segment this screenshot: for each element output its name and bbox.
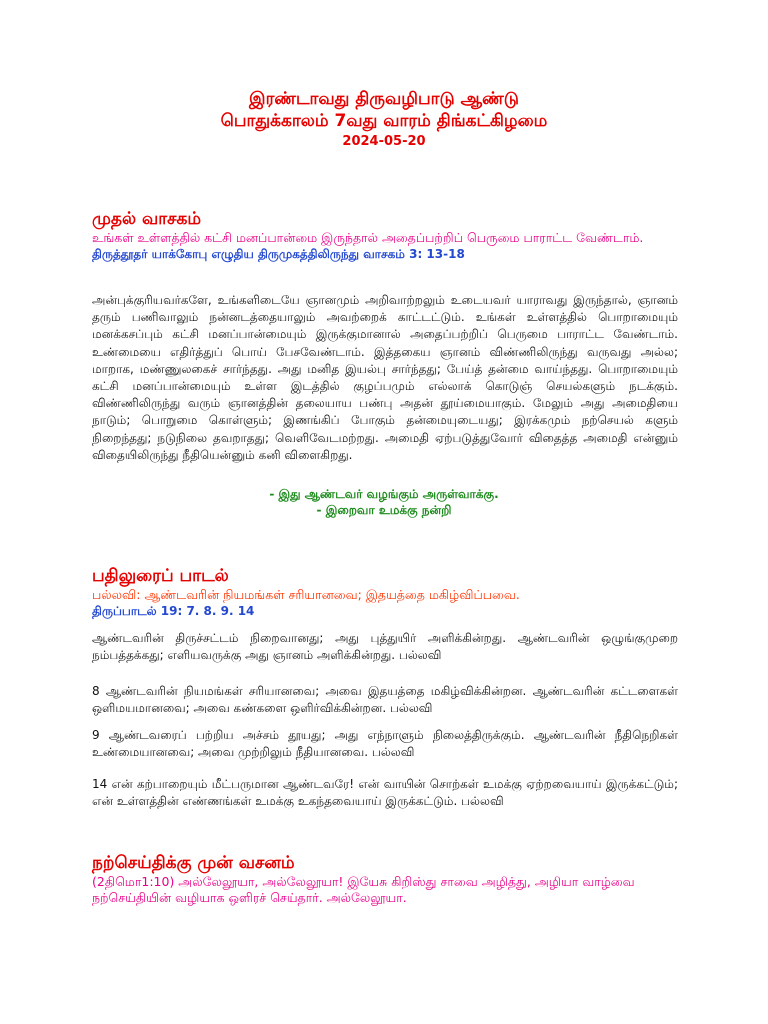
- psalm-verse-1: [92, 630, 678, 664]
- gospel-acclamation-title: நற்செய்திக்கு முன் வசனம்: [92, 853, 295, 873]
- reading-response: - இறைவா உமக்கு நன்றி: [316, 503, 452, 517]
- psalm-refrain: பல்லவி: ஆண்டவரின் நியமங்கள் சரியானவை; இதயத்தை மகிழ்விப்பவை.: [92, 587, 520, 602]
- psalm-verse-3: [92, 727, 678, 761]
- psalm-heading: [92, 565, 678, 620]
- reading-acclamation: - இது ஆண்டவர் வழங்கும் அருள்வாக்கு.: [269, 487, 499, 501]
- reading-date: 2024-05-20: [342, 134, 426, 149]
- gospel-acclamation: [92, 852, 678, 906]
- first-reading-source: திருத்தூதர் யாக்கோபு எழுதிய திருமுகத்திலிருந்து வாசகம் 3: 13-18: [92, 247, 465, 261]
- psalm-verse-4-text: 14 என் கற்பாறையும் மீட்பருமான ஆண்டவரே! என் வாயின் சொற்கள் உமக்கு ஏற்றவையாய் இருக்கட்டும்; என் உள்ளத்தின் எண்ணங்கள் உமக்கு உகந்தவையாய் இருக்கட்டும். பல்லவி: [92, 777, 678, 809]
- liturgical-week-title: பொதுக்காலம் 7வது வாரம் திங்கட்கிழமை: [220, 111, 548, 131]
- first-reading-summary: உங்கள் உள்ளத்தில் கட்சி மனப்பான்மை இருந்தால் அதைப்பற்றிப் பெருமை பாராட்ட வேண்டாம்.: [92, 230, 644, 245]
- psalm-verse-1-text: ஆண்டவரின் திருச்சட்டம் நிறைவானது; அது புத்துயிர் அளிக்கின்றது. ஆண்டவரின் ஒழுங்குமுறை நம்பத்தக்கது; எளியவருக்கு அது ஞானம் அளிக்கின்றது. பல்லவி: [92, 631, 678, 663]
- psalm-verse-4: [92, 776, 678, 810]
- first-reading-title: முதல் வாசகம்: [92, 209, 202, 229]
- psalm-title: பதிலுரைப் பாடல்: [92, 566, 229, 586]
- psalm-verse-2: [92, 683, 678, 717]
- first-reading-body: [92, 292, 678, 464]
- psalm-verse-2-text: 8 ஆண்டவரின் நியமங்கள் சரியானவை; அவை இதயத்தை மகிழ்விக்கின்றன. ஆண்டவரின் கட்டளைகள் ஒளிமயமானவை; அவை கண்களை ஒளிர்விக்கின்றன. பல்லவி: [92, 684, 678, 716]
- psalm-source: திருப்பாடல் 19: 7. 8. 9. 14: [92, 604, 255, 618]
- first-reading-heading: [92, 208, 678, 263]
- gospel-acclamation-text: (2திமொ1:10) அல்லேலூயா, அல்லேலூயா! இயேசு கிறிஸ்து சாவை அழித்து, அழியா வாழ்வை நற்செய்தியின் வழியாக ஒளிரச் செய்தார். அல்லேலூயா.: [92, 874, 635, 905]
- first-reading-text: அன்புக்குரியவர்களே, உங்களிடையே ஞானமும் அறிவாற்றலும் உடையவர் யாராவது இருந்தால், ஞானம் தரும் பணிவாலும் நன்னடத்தையாலும் அவற்றைக் காட்டட்டும். உங்கள் உள்ளத்தில் பொறாமையும் மனக்கசப்பும் கட்சி மனப்பான்மையும் இருக்குமானால் அதைப்பற்றிப் பெருமை பாராட்ட வேண்டாம். உண்மையை எதிர்த்துப் பொய் பேசவேண்டாம். இத்தகைய ஞானம் விண்ணிலிருந்து வருவது அல்ல; மாறாக, மண்ணுலகைச் சார்ந்தது. அது மனித இயல்பு சார்ந்தது; பேய்த் தன்மை வாய்ந்தது. பொறாமையும் கட்சி மனப்பான்மையும் உள்ள இடத்தில் குழப்பமும் எல்லாக் கொடுஞ் செயல்களும் நடக்கும். விண்ணிலிருந்து வரும் ஞானத்தின் தலையாய பண்பு அதன் தூய்மையாகும். மேலும் அது அமைதியை நாடும்; பொறுமை கொள்ளும்; இணங்கிப் போகும் தன்மையுடையது; இரக்கமும் நற்செயல் களும் நிறைந்தது; நடுநிலை தவறாதது; வெளிவேடமற்றது. அமைதி ஏற்படுத்துவோர் விதைத்த அமைதி என்னும் விதையிலிருந்து நீதியென்னும் கனி விளைகிறது.: [92, 293, 678, 462]
- psalm-verse-3-text: 9 ஆண்டவரைப் பற்றிய அச்சம் தூயது; அது எந்நாளும் நிலைத்திருக்கும். ஆண்டவரின் நீதிநெறிகள் உண்மையானவை; அவை முற்றிலும் நீதியானவை. பல்லவி: [92, 728, 678, 760]
- liturgical-year-title: இரண்டாவது திருவழிபாடு ஆண்டு: [249, 89, 519, 109]
- document-header: [0, 88, 768, 152]
